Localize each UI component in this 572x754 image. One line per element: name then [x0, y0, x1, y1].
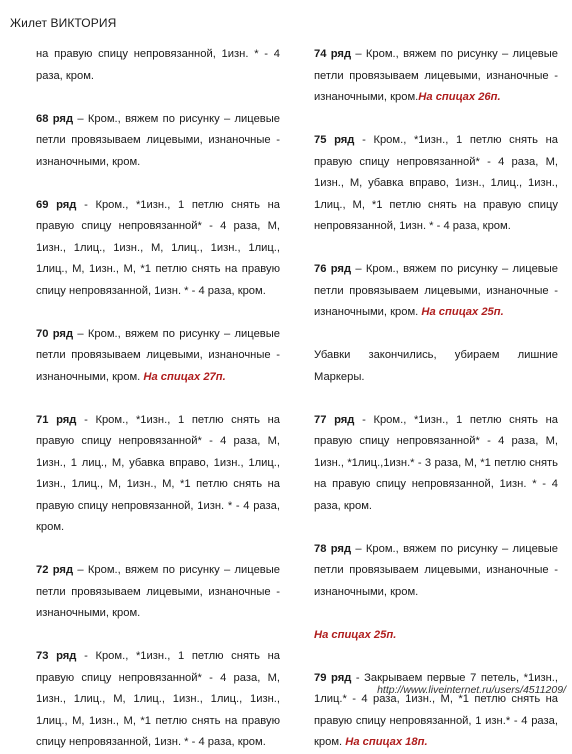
- row-number: 75 ряд: [314, 134, 355, 146]
- paragraph-row-73: 73 ряд - Кром., *1изн., 1 петлю снять на правую спицу непровязанной* - 4 раза, М, 1изн., 1лиц., М, 1лиц., 1изн., 1лиц., 1изн., 1лиц., М, 1изн., М, *1 петлю снять на правую спицу непровязанной, 1изн. * - 4 раза, кром.: [36, 650, 281, 748]
- row-number: 71 ряд: [36, 413, 77, 426]
- row-number: 72 ряд: [36, 564, 74, 576]
- row-number: 76 ряд: [314, 263, 352, 275]
- document-title: Жилет ВИКТОРИЯ: [10, 16, 117, 30]
- paragraph-row-69: 69 ряд - Кром., *1изн., 1 петлю снять на правую спицу непровязанной* - 4 раза, М, 1изн., 1лиц., 1изн., М, 1лиц., 1изн., 1лиц., 1лиц., М, 1изн., М, *1 петлю снять на правую спицу непровязанной, 1изн. * - 4 раза, кром.: [36, 198, 281, 297]
- paragraph-row-72: 72 ряд – Кром., вяжем по рисунку – лицевые петли провязываем лицевыми, изнаночные - изнаночными, кром.: [36, 564, 281, 619]
- row-number: 79 ряд: [314, 671, 352, 684]
- stitch-count-note: На спицах 25п.: [314, 628, 397, 641]
- paragraph-row-78: 78 ряд – Кром., вяжем по рисунку – лицевые петли провязываем лицевыми, изнаночные - изнаночными, кром.: [314, 542, 559, 598]
- right-column: [314, 44, 558, 754]
- paragraph-continuation: на правую спицу непровязанной, 1изн. * - 4 раза, кром.: [36, 48, 280, 82]
- paragraph-row-75: 75 ряд - Кром., *1изн., 1 петлю снять на правую спицу непровязанной* - 4 раза, М, 1изн., М, убавка вправо, 1изн., 1лиц., 1изн., 1лиц., М, *1 петлю снять на правую спицу непровязанной, 1изн. * - 4 раза, кром.: [314, 134, 559, 232]
- paragraph-row-76: 76 ряд – Кром., вяжем по рисунку – лицевые петли провязываем лицевыми, изнаночные - изнаночными, кром. На спицах 25п.: [314, 263, 559, 318]
- paragraph-row-68: 68 ряд – Кром., вяжем по рисунку – лицевые петли провязываем лицевыми, изнаночные - изнаночными, кром.: [36, 112, 281, 168]
- row-number: 68 ряд: [36, 112, 74, 125]
- stitch-count-note: На спицах 26п.: [418, 91, 501, 103]
- paragraph-row-74: 74 ряд – Кром., вяжем по рисунку – лицевые петли провязываем лицевыми, изнаночные - изнаночными, кром.На спицах 26п.: [314, 48, 559, 103]
- row-number: 78 ряд: [314, 542, 352, 555]
- paragraph-row-79: 79 ряд - Закрываем первые 7 петель, *1изн., 1лиц.* - 4 раза, 1изн., М, *1 петлю снять на правую спицу непровязанной, 1 изн.* - 4 раза, кром. На спицах 18п.: [314, 671, 558, 748]
- stitch-count-note: На спицах 25п.: [421, 306, 504, 318]
- paragraph-stitch-note: [314, 625, 558, 647]
- paragraph-decreases-done: Убавки закончились, убираем лишние Маркеры.: [314, 349, 558, 383]
- left-column: [36, 44, 280, 754]
- row-number: 73 ряд: [36, 650, 77, 662]
- paragraph-row-70: 70 ряд – Кром., вяжем по рисунку – лицевые петли провязываем лицевыми, изнаночные - изнаночными, кром. На спицах 27п.: [36, 327, 281, 383]
- paragraph-row-71: 71 ряд - Кром., *1изн., 1 петлю снять на правую спицу непровязанной* - 4 раза, М, 1изн., 1 лиц., М, убавка вправо, 1изн., 1лиц., 1изн., 1лиц., М, 1изн., М, *1 петлю снять на правую спицу непровязанной, 1изн. * - 4 раза, кром.: [36, 413, 281, 533]
- paragraph-row-77: 77 ряд - Кром., *1изн., 1 петлю снять на правую спицу непровязанной* - 4 раза, М, 1изн., *1лиц.,1изн.* - 3 раза, М, *1 петлю снять на правую спицу непровязанной, 1изн. * - 4 раза, кром.: [314, 413, 559, 512]
- row-number: 69 ряд: [36, 198, 77, 211]
- row-number: 70 ряд: [36, 327, 74, 340]
- source-watermark-link[interactable]: http://www.liveinternet.ru/users/4511209/: [377, 684, 566, 696]
- row-number: 77 ряд: [314, 413, 355, 426]
- row-number: 74 ряд: [314, 48, 352, 60]
- stitch-count-note: На спицах 18п.: [345, 736, 428, 748]
- stitch-count-note: На спицах 27п.: [143, 370, 226, 383]
